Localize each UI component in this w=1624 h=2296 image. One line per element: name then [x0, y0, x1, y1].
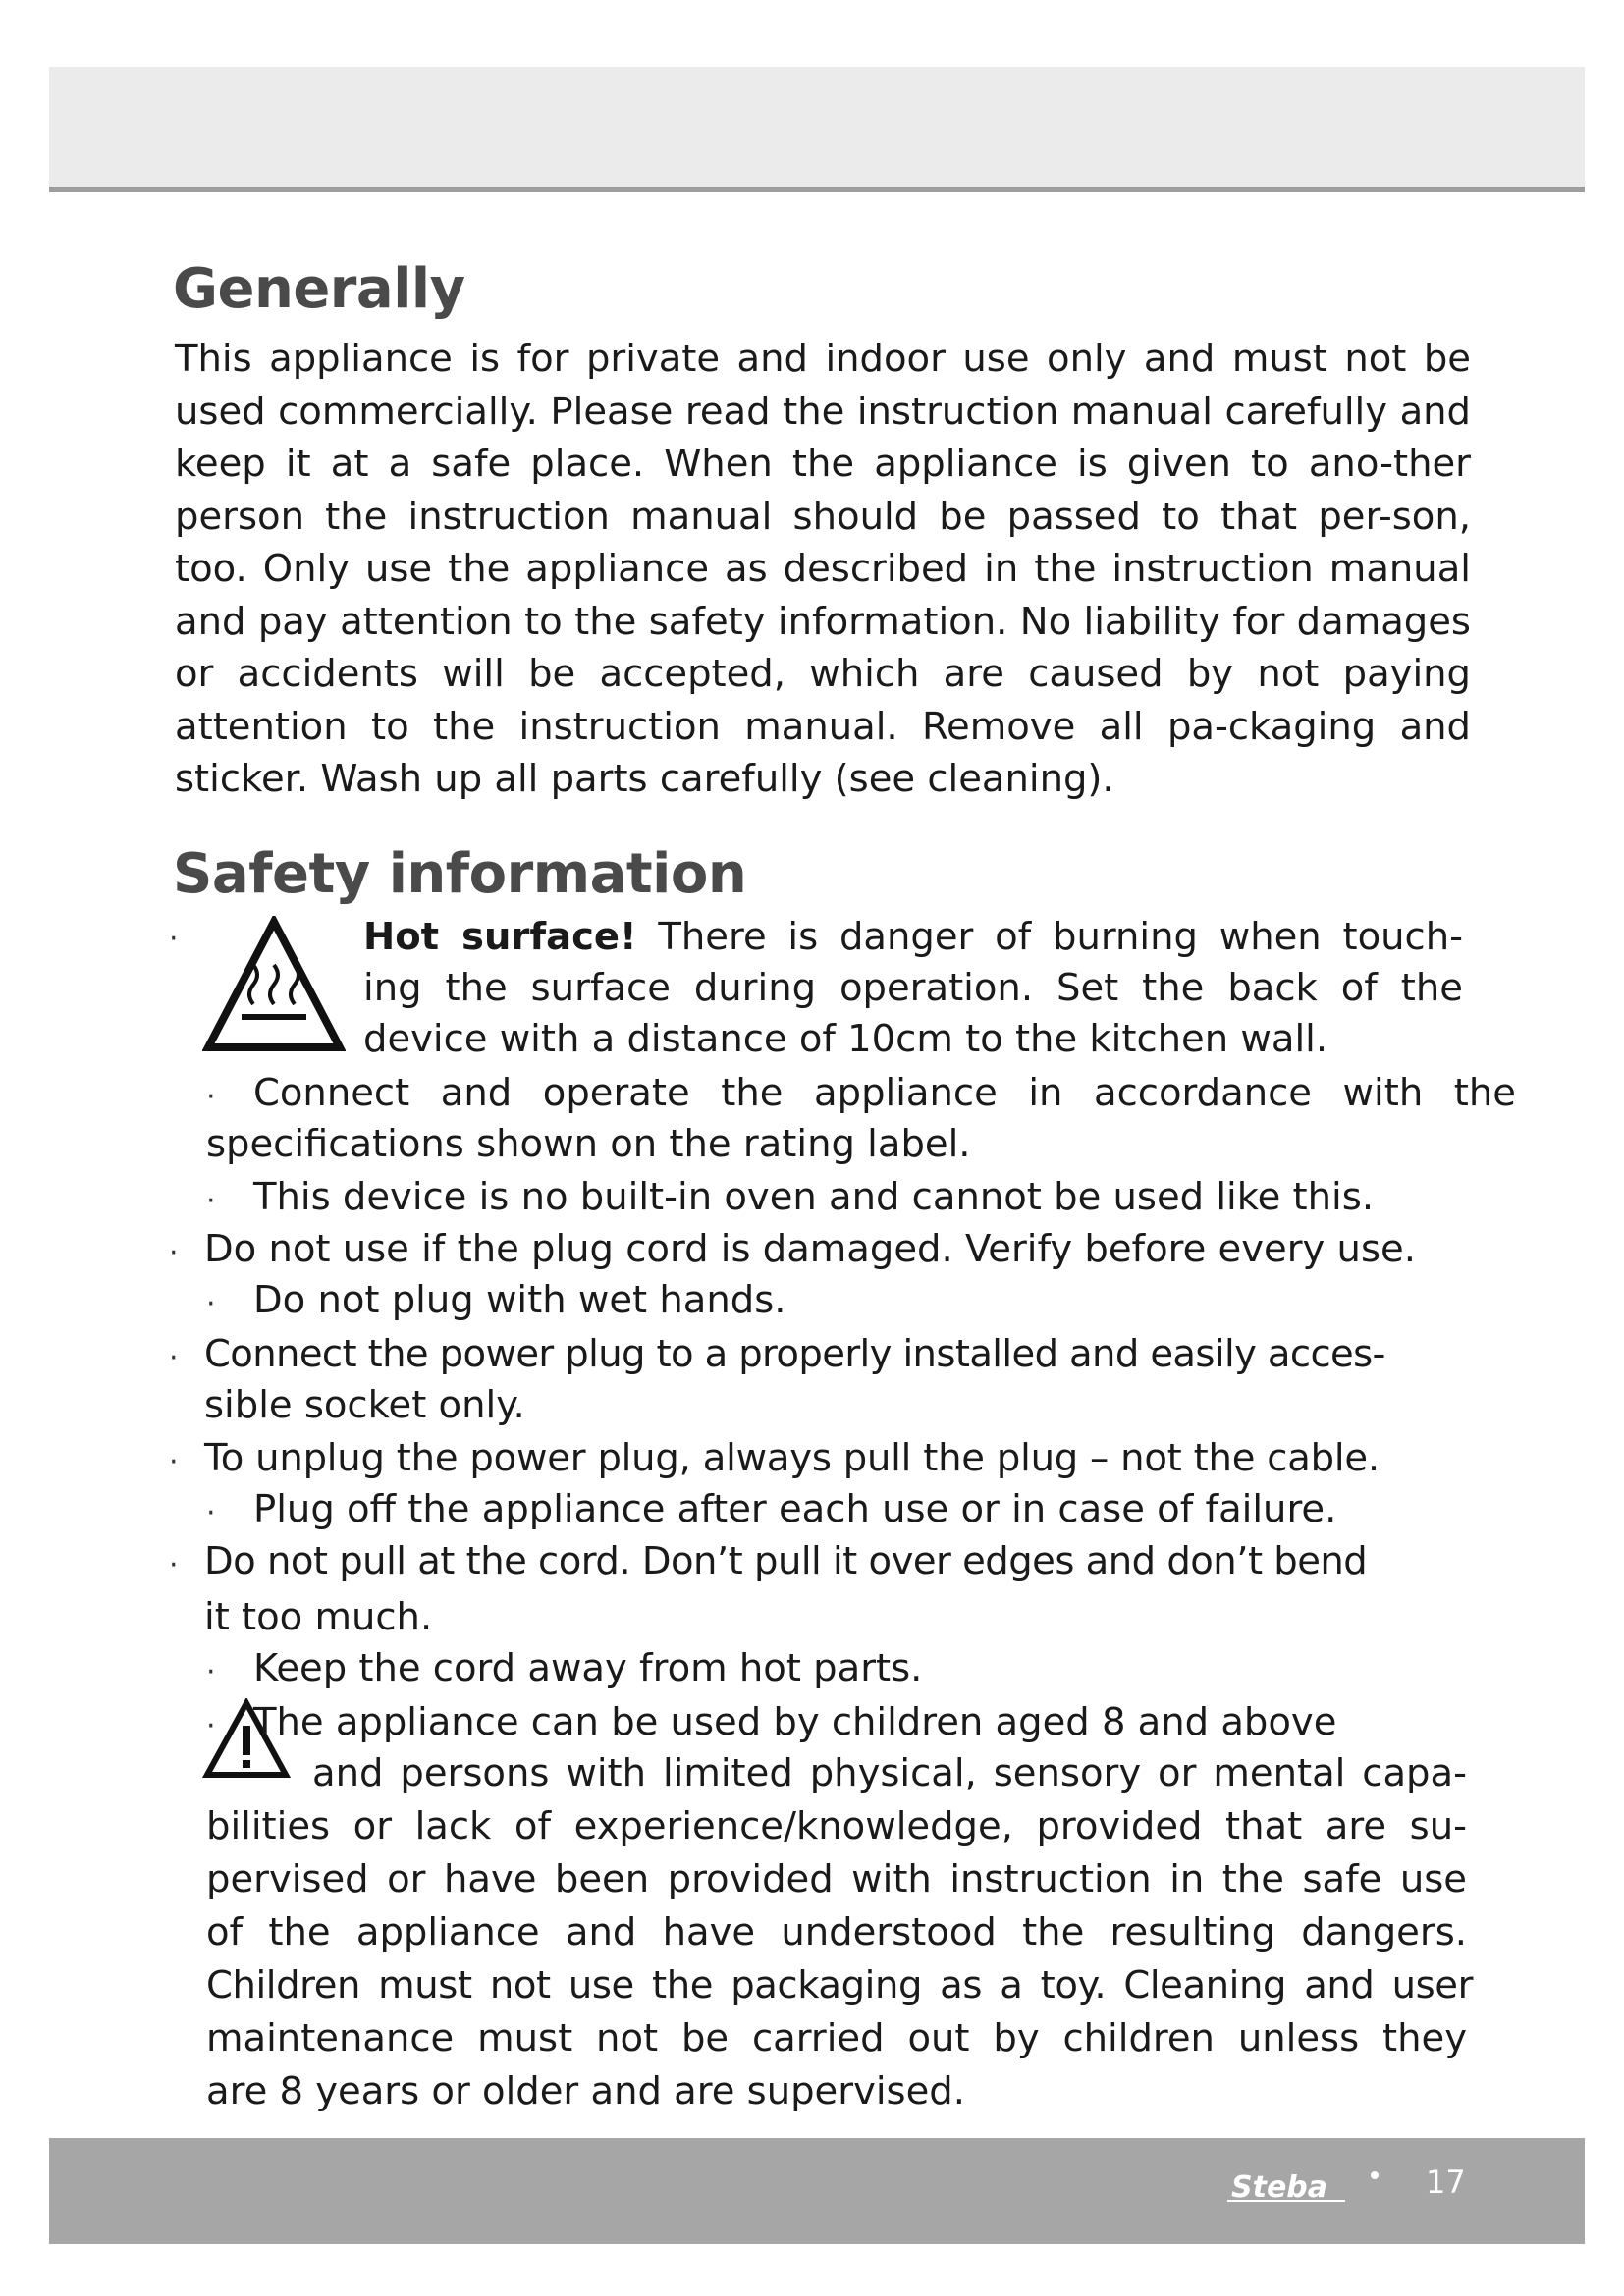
safety-item-damaged-cord: Do not use if the plug cord is damaged. Verify before every use.: [204, 1227, 1416, 1271]
children-line-4: pervised or have been provided with instruction in the safe use: [206, 1857, 1467, 1901]
bullet-dot: ·: [169, 1236, 179, 1270]
hot-surface-text-1: There is danger of burning when touch-: [658, 915, 1463, 959]
safety-item-unplug: To unplug the power plug, always pull the plug – not the cable.: [204, 1436, 1380, 1480]
safety-item-plug-off: Plug off the appliance after each use or in case of failure.: [253, 1487, 1337, 1531]
hot-surface-line-3: device with a distance of 10cm to the kitchen wall.: [363, 1017, 1328, 1061]
bullet-dot: ·: [206, 1184, 216, 1218]
hot-surface-warning-icon: [202, 916, 346, 1055]
safety-item-cord-line-2: it too much.: [204, 1595, 433, 1639]
steba-logo: [1227, 2167, 1384, 2207]
bullet-dot: ·: [169, 922, 179, 956]
section-title-generally: Generally: [173, 257, 465, 321]
hot-surface-label: Hot surface!: [363, 915, 637, 959]
children-line-1: The appliance can be used by children aged 8 and above: [253, 1700, 1337, 1744]
children-line-8: are 8 years or older and are supervised.: [206, 2069, 965, 2113]
brand-name: Steba: [1231, 2170, 1328, 2205]
children-line-3: bilities or lack of experience/knowledge, provided that are su-: [206, 1804, 1467, 1848]
header-band: [49, 67, 1585, 192]
safety-item-hot-parts: Keep the cord away from hot parts.: [253, 1646, 923, 1690]
section-title-safety: Safety information: [173, 842, 747, 906]
page-number: 17: [1426, 2163, 1466, 2201]
children-line-5: of the appliance and have understood the resulting dangers.: [206, 1910, 1467, 1954]
safety-item-wet-hands: Do not plug with wet hands.: [253, 1278, 786, 1322]
children-line-6: Children must not use the packaging as a toy. Cleaning and user: [206, 1963, 1473, 2007]
safety-item-connect-line-1: Connect and operate the appliance in accordance with the: [253, 1071, 1516, 1115]
hot-surface-line-1: [363, 911, 1463, 964]
bullet-dot: ·: [169, 1548, 179, 1582]
bullet-dot: ·: [206, 1080, 216, 1114]
safety-item-connect-line-2: specifications shown on the rating label.: [206, 1122, 971, 1166]
safety-item-builtin-oven: This device is no built-in oven and cannot be used like this.: [253, 1175, 1375, 1219]
bullet-dot: ·: [169, 1341, 179, 1375]
hot-surface-line-2: ing the surface during operation. Set the back of the: [363, 966, 1463, 1010]
children-line-7: maintenance must not be carried out by children unless they: [206, 2016, 1467, 2060]
bullet-dot: ·: [206, 1496, 216, 1530]
children-line-2: and persons with limited physical, sensory or mental capa-: [312, 1751, 1467, 1795]
bullet-dot: ·: [206, 1655, 216, 1689]
safety-item-socket-line-2: sible socket only.: [204, 1383, 525, 1427]
bullet-dot: ·: [206, 1287, 216, 1321]
bullet-dot: ·: [206, 1709, 216, 1743]
generally-paragraph: This appliance is for private and indoor use only and must not be used commercially. Please read the instruction manual carefully and keep it at a safe place. When the appliance is given to ano-ther person the instruction manual should be passed to that per-son, too. Only use the appliance as described in the instruction manual and pay attention to the safety information. No liability for damages or accidents will be accepted, which are caused by not paying attention to the instruction manual. Remove all pa-ckaging and sticker. Wash up all parts carefully (see cleaning).: [175, 337, 1471, 801]
safety-item-socket-line-1: Connect the power plug to a properly installed and easily acces-: [204, 1332, 1385, 1376]
safety-item-cord-line-1: Do not pull at the cord. Don’t pull it over edges and don’t bend: [204, 1539, 1368, 1583]
bullet-dot: ·: [169, 1445, 179, 1479]
